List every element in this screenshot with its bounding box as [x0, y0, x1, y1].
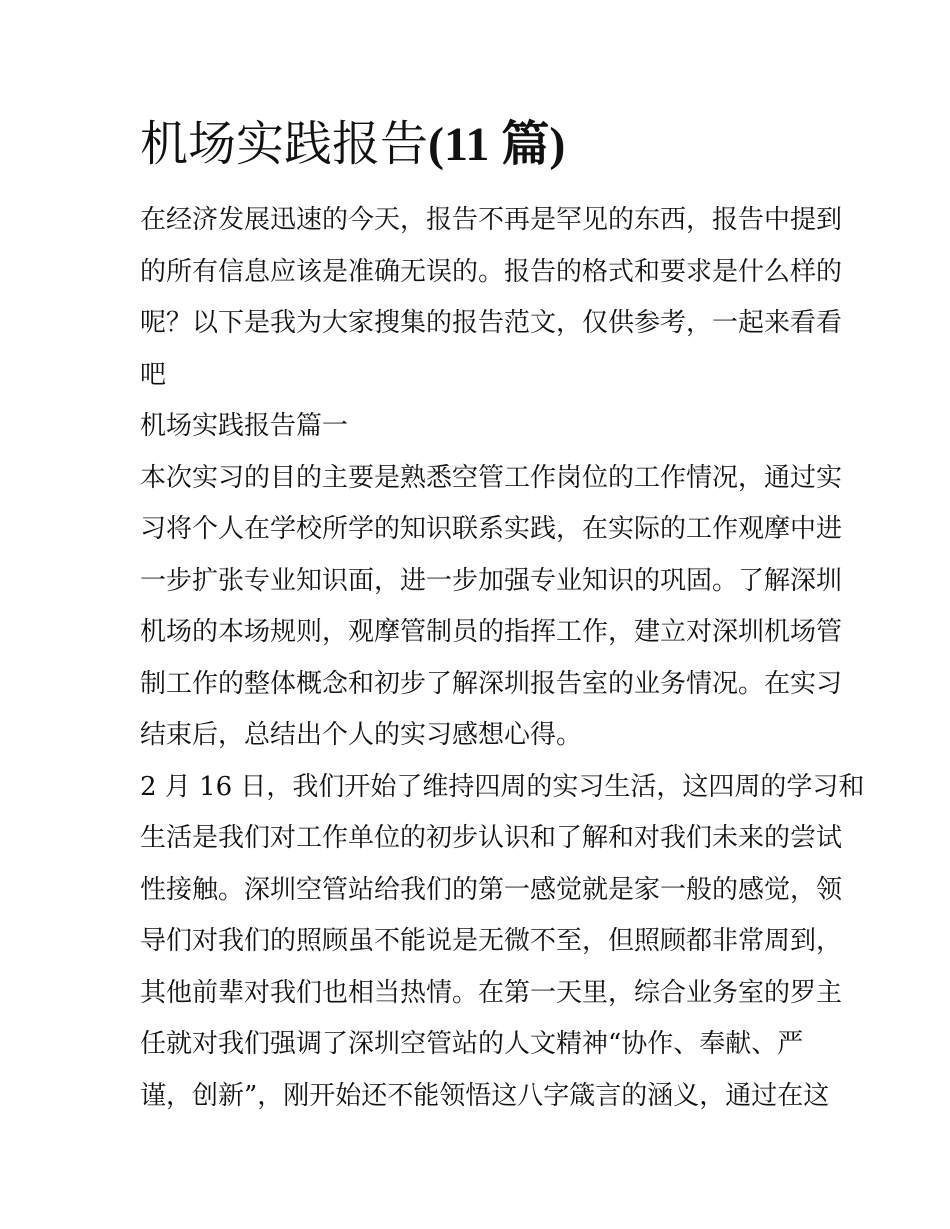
paragraph-line: 性接触。深圳空管站给我们的第一感觉就是家一般的感觉，领: [140, 874, 843, 905]
paragraph-line: 习将个人在学校所学的知识联系实践，在实际的工作观摩中进: [140, 514, 843, 544]
title-suffix: (11 篇): [428, 118, 566, 171]
paragraph-line: 的所有信息应该是准确无误的。报告的格式和要求是什么样的: [140, 256, 843, 287]
paragraph-line: 任就对我们强调了深圳空管站的人文精神“协作、奉献、严: [140, 1029, 804, 1059]
paragraph-line: 本次实习的目的主要是熟悉空管工作岗位的工作情况，通过实: [140, 462, 843, 493]
document-body: [140, 195, 865, 1122]
paragraph-line: 其他前辈对我们也相当热情。在第一天里，综合业务室的罗主: [140, 977, 843, 1008]
paragraph-line: 呢？以下是我为大家搜集的报告范文，仅供参考，一起来看看: [140, 308, 843, 338]
paragraph-line: 吧: [140, 359, 167, 390]
paragraph-line: 导们对我们的照顾虽不能说是无微不至，但照顾都非常周到，: [140, 926, 843, 956]
paragraph-line: 谨，创新”，刚开始还不能领悟这八字箴言的涵义，通过在这: [140, 1080, 830, 1111]
paragraph-line: 2 月 16 日，我们开始了维持四周的实习生活，这四周的学习和: [140, 771, 865, 802]
document-title: [140, 112, 820, 177]
paragraph-line: 机场的本场规则，观摩管制员的指挥工作，建立对深圳机场管: [140, 617, 843, 647]
paragraph-line: 制工作的整体概念和初步了解深圳报告室的业务情况。在实习: [140, 668, 843, 699]
paragraph-line: 生活是我们对工作单位的初步认识和了解和对我们未来的尝试: [140, 823, 843, 853]
section-heading: 机场实践报告篇一: [140, 411, 349, 441]
title-main: 机场实践报告: [140, 116, 429, 172]
paragraph-line: 一步扩张专业知识面，进一步加强专业知识的巩固。了解深圳: [140, 565, 843, 596]
paragraph-line: 在经济发展迅速的今天，报告不再是罕见的东西，报告中提到: [140, 205, 843, 235]
paragraph-line: 结束后，总结出个人的实习感想心得。: [140, 720, 583, 750]
